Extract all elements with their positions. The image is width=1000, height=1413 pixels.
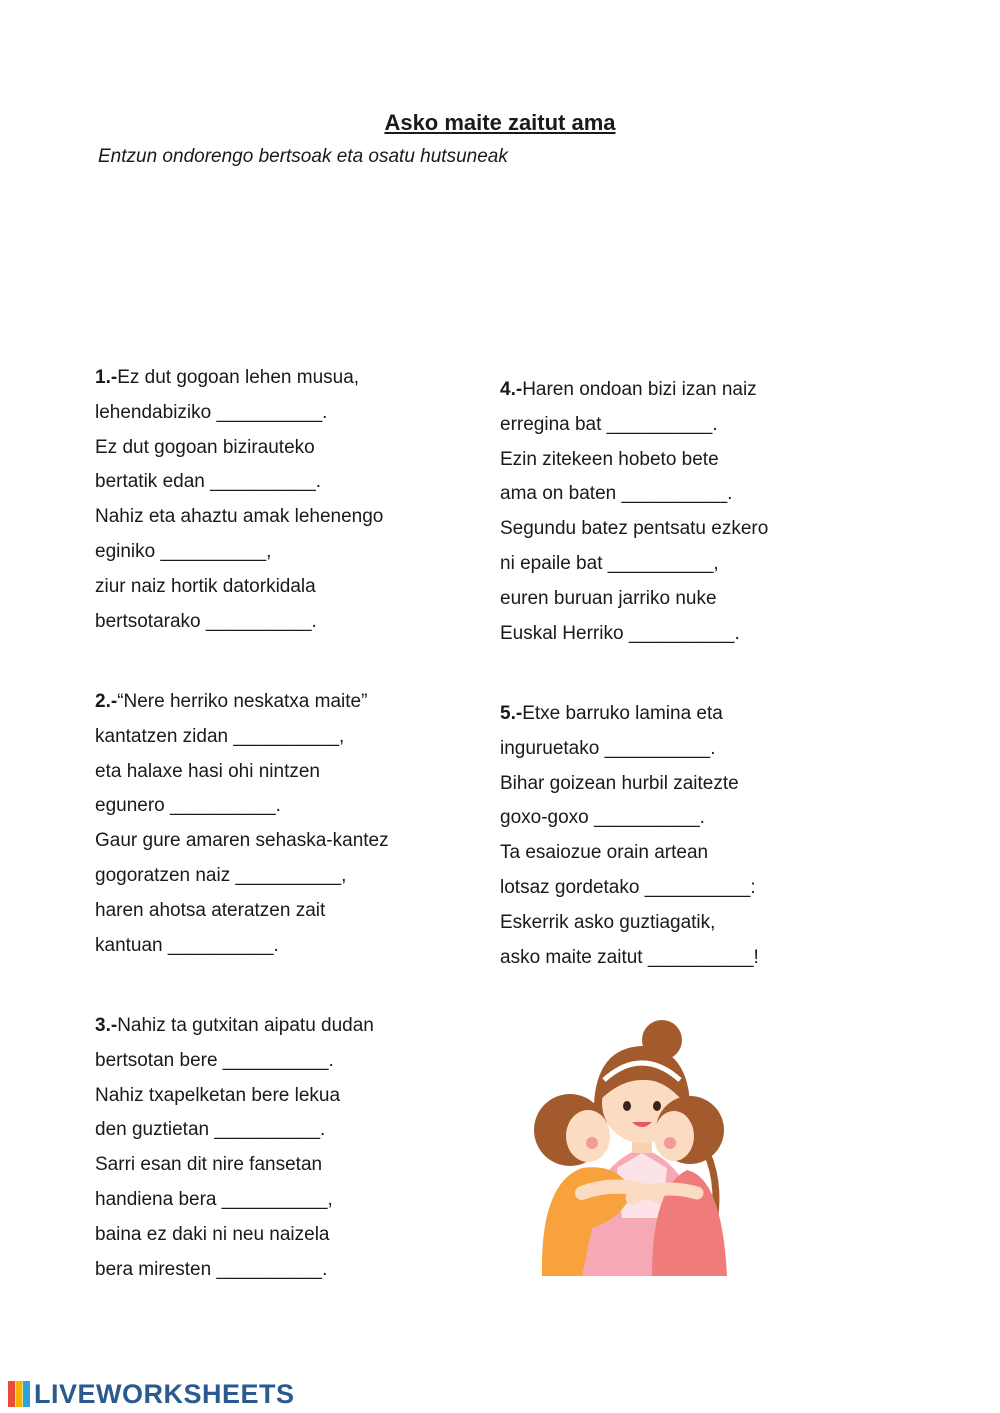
verse-2 [95, 685, 495, 963]
verse-line: eta halaxe hasi ohi nintzen [95, 760, 320, 782]
verse-3 [95, 1009, 495, 1287]
verse-line: 4.-Haren ondoan bizi izan naiz [500, 379, 757, 400]
verse-line: Ez dut gogoan bizirauteko [95, 436, 315, 458]
verse-line: euren buruan jarriko nuke [500, 587, 717, 609]
verse-line: kantuan __________. [95, 934, 279, 956]
verse-1 [95, 361, 495, 639]
verse-line: erregina bat __________. [500, 413, 718, 435]
verse-line: Eskerrik asko guztiagatik, [500, 911, 716, 933]
verse-line: Nahiz txapelketan bere lekua [95, 1084, 341, 1106]
verse-line: 2.-“Nere herriko neskatxa maite” [95, 691, 368, 712]
verse-5 [500, 697, 900, 975]
mother-children-hug-illustration [522, 1018, 732, 1276]
verse-line: ziur naiz hortik datorkidala [95, 575, 316, 597]
verse-line: 5.-Etxe barruko lamina eta [500, 703, 723, 724]
verse-line: Bihar goizean hurbil zaitezte [500, 772, 739, 794]
verse-line: bertatik edan __________. [95, 471, 322, 493]
verse-line: eginiko __________, [95, 540, 272, 562]
verse-line: ni epaile bat __________, [500, 552, 719, 574]
verse-line: goxo-goxo __________. [500, 807, 705, 829]
verse-line: ama on baten __________. [500, 483, 733, 505]
verse-line: lotsaz gordetako __________: [500, 876, 756, 898]
verse-line: Ezin zitekeen hobeto bete [500, 448, 719, 470]
verse-line: 3.-Nahiz ta gutxitan aipatu dudan [95, 1015, 374, 1036]
page-title: Asko maite zaitut ama [384, 109, 616, 135]
verse-line: Ta esaiozue orain artean [500, 842, 709, 864]
verse-number: 2.- [95, 691, 118, 712]
verse-line: egunero __________. [95, 795, 281, 817]
verse-line: bera miresten __________. [95, 1258, 328, 1280]
verse-line: den guztietan __________. [95, 1119, 326, 1141]
verse-line: asko maite zaitut __________! [500, 946, 759, 968]
verse-4 [500, 373, 900, 651]
verse-line: bertsotarako __________. [95, 610, 317, 632]
verse-line: gogoratzen naiz __________, [95, 864, 347, 886]
verse-line: lehendabiziko __________. [95, 401, 328, 423]
verse-line: Segundu batez pentsatu ezkero [500, 518, 769, 540]
verse-line: bertsotan bere __________. [95, 1049, 334, 1071]
verse-number: 4.- [500, 379, 523, 400]
verse-line: inguruetako __________. [500, 737, 716, 759]
verse-line: 1.-Ez dut gogoan lehen musua, [95, 367, 360, 388]
verse-line: Euskal Herriko __________. [500, 622, 740, 644]
liveworksheets-logo-icon [8, 1381, 30, 1407]
verse-line: kantatzen zidan __________, [95, 725, 345, 747]
brand-name: LIVEWORKSHEETS [34, 1379, 295, 1409]
verse-line: handiena bera __________, [95, 1188, 333, 1210]
verse-number: 5.- [500, 703, 523, 724]
verse-line: haren ahotsa ateratzen zait [95, 899, 326, 921]
verse-line: Gaur gure amaren sehaska-kantez [95, 830, 389, 852]
instruction-text: Entzun ondorengo bertsoak eta osatu hutsuneak [98, 146, 508, 167]
verse-line: baina ez daki ni neu naizela [95, 1223, 330, 1245]
verse-number: 1.- [95, 367, 118, 388]
verse-line: Sarri esan dit nire fansetan [95, 1154, 323, 1176]
verse-number: 3.- [95, 1015, 118, 1036]
verse-line: Nahiz eta ahaztu amak lehenengo [95, 506, 384, 528]
